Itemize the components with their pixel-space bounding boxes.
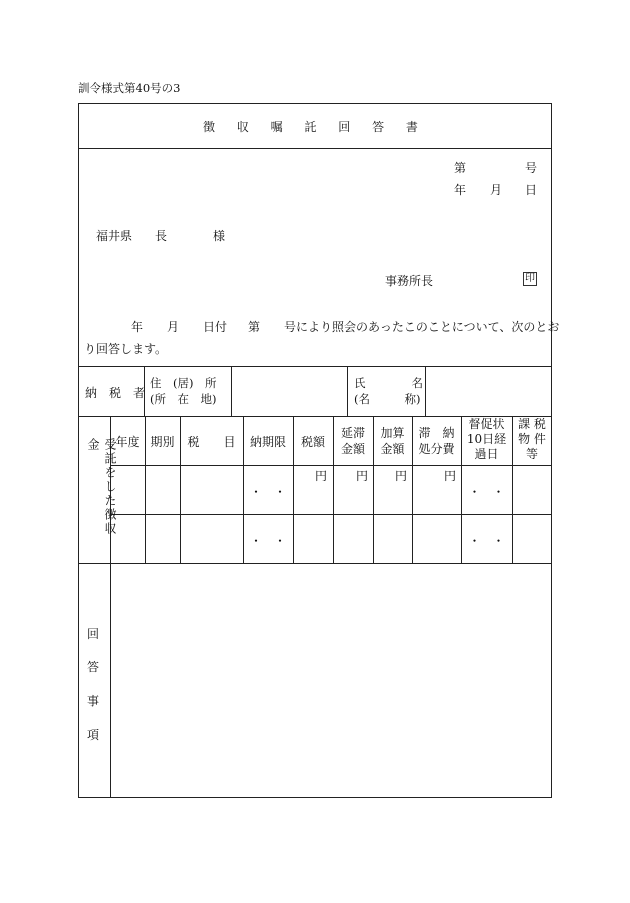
yen-unit: 円 [395, 469, 408, 483]
answer-label-char: 回 [87, 627, 100, 641]
due-date-dots: ・ ・ [249, 485, 286, 499]
name-label-sub: (名 称) [354, 392, 421, 406]
date-year: 年 [454, 183, 467, 197]
seal-mark: 印 [525, 273, 535, 284]
answer-label-char: 答 [87, 660, 100, 674]
col-header-due-date: 納期限 [249, 435, 286, 449]
addressee-prefix: 福井県 [96, 229, 133, 243]
vline-tp-4 [425, 366, 426, 416]
name-label: 氏 名 [354, 376, 423, 390]
yen-unit: 円 [315, 469, 328, 483]
reminder-date-dots: ・ ・ [468, 485, 505, 499]
divider-title [78, 148, 552, 149]
yen-unit: 円 [356, 469, 369, 483]
vline-tp-2 [231, 366, 232, 416]
body-day: 日付 [203, 320, 228, 334]
answer-label-char: 項 [87, 728, 100, 742]
col-header-period: 期別 [150, 435, 175, 449]
col-header-tax-amount: 税額 [300, 435, 325, 449]
address-label: 住 (居) 所 [150, 376, 217, 390]
body-sentence-end: り回答します。 [84, 342, 168, 356]
number-dai: 第 [454, 161, 467, 175]
divider-letter [78, 366, 552, 367]
divider-row-1 [110, 514, 552, 515]
col-header-delinquency: 延滞 金額 [340, 426, 365, 456]
due-date-dots: ・ ・ [249, 534, 286, 548]
col-header-taxable-object: 課 税 物 件 等 [518, 417, 546, 461]
address-label-sub: (所 在 地) [150, 392, 217, 406]
divider-header-row [110, 465, 552, 466]
sender-title: 事務所長 [385, 274, 434, 288]
addressee-honorific: 様 [213, 229, 226, 243]
date-month: 月 [490, 183, 503, 197]
col-header-year: 年度 [115, 435, 140, 449]
answer-content-area [111, 564, 551, 797]
yen-unit: 円 [444, 469, 457, 483]
col-header-additional: 加算 金額 [380, 426, 405, 456]
taxpayer-label: 納 税 者 [85, 386, 146, 400]
body-sentence: 号により照会のあったこのことについて、次のとお [284, 320, 560, 334]
number-go: 号 [525, 161, 538, 175]
vline-tp-3 [347, 366, 348, 416]
document-title: 徴 収 嘱 託 回 答 書 [203, 120, 427, 134]
body-year: 年 [131, 320, 144, 334]
addressee-post: 長 [155, 229, 168, 243]
body-dai: 第 [248, 320, 261, 334]
col-header-reminder: 督促状 10日経 過日 [466, 417, 507, 461]
answer-label-char: 事 [87, 694, 100, 708]
body-month: 月 [167, 320, 180, 334]
date-day: 日 [525, 183, 538, 197]
col-header-disposition-cost: 滞 納 処分費 [418, 426, 455, 456]
collection-section-label: 受託をした徴収金 [86, 438, 117, 536]
form-number-label: 訓令様式第40号の3 [78, 81, 181, 95]
reminder-date-dots: ・ ・ [468, 534, 505, 548]
col-header-tax-item: 税 目 [187, 435, 236, 449]
